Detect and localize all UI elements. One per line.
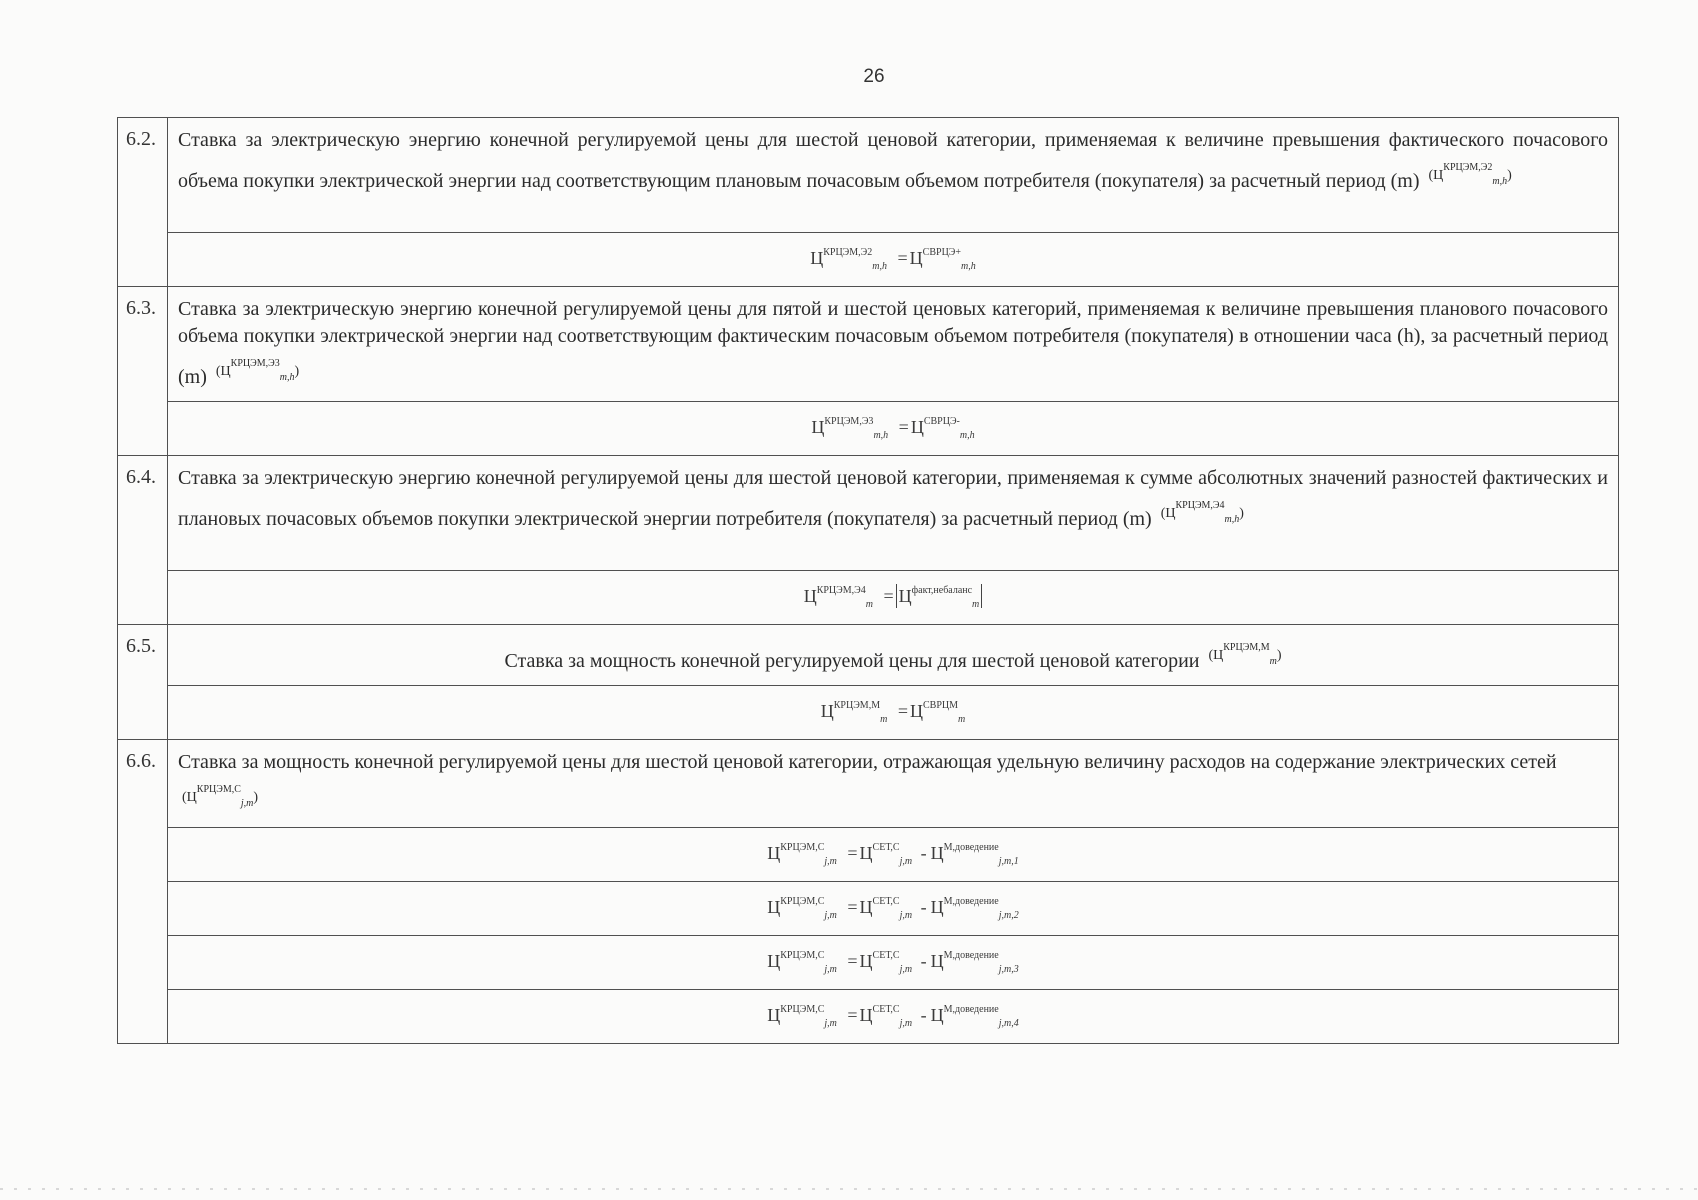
row-description: [168, 625, 1619, 686]
table-row: [118, 686, 1619, 740]
row-description: [168, 287, 1619, 402]
page-number: 26: [863, 66, 885, 87]
absolute-value: $Ц^{факт,небаланс}_m$: [896, 584, 983, 608]
formula: $Ц^{КРЦЭМ,С}_{j,m} = Ц^{СЕТ,С}_{j,m} - Ц^{М,доведение}_{j,m,2}$: [168, 882, 1619, 936]
formula: $Ц^{КРЦЭМ,С}_{j,m} = Ц^{СЕТ,С}_{j,m} - Ц^{М,доведение}_{j,m,3}$: [168, 936, 1619, 990]
rate-symbol: (ЦКРЦЭМ,Э2m,h): [1428, 162, 1512, 187]
table-row: [118, 936, 1619, 990]
row-description: [168, 740, 1619, 828]
description-text: Ставка за электрическую энергию конечной регулируемой цены для шестой ценовой категории, применяемая к сумме абсолютных значений разностей фактических и плановых почасовых объемов покупки электрической энергии потребителя (покупателя) за расчетный период (m): [178, 467, 1608, 530]
rate-symbol: (ЦКРЦЭМ,Э3m,h): [215, 358, 300, 383]
row-number: 6.4.: [118, 456, 168, 625]
formula: $Ц^{КРЦЭМ,Э4}_m = Ц^{факт,небаланс}_m$: [168, 571, 1619, 625]
rate-symbol: (ЦКРЦЭМ,Мm): [1208, 642, 1282, 667]
formula: $Ц^{КРЦЭМ,Э2}_{m,h} = Ц^{СВРЦЭ+}_{m,h}$: [168, 233, 1619, 287]
description-text: Ставка за мощность конечной регулируемой цены для шестой ценовой категории: [504, 650, 1200, 672]
table-row: [118, 118, 1619, 233]
formula: $Ц^{КРЦЭМ,Э3}_{m,h} = Ц^{СВРЦЭ-}_{m,h}$: [168, 402, 1619, 456]
table-row: [118, 625, 1619, 686]
tariff-table: [117, 117, 1619, 1044]
row-description: [168, 118, 1619, 233]
row-number: 6.6.: [118, 740, 168, 1044]
table-row: [118, 740, 1619, 828]
formula: $Ц^{КРЦЭМ,М}_m = Ц^{СВРЦМ}_m$: [168, 686, 1619, 740]
row-number: 6.3.: [118, 287, 168, 456]
description-text: Ставка за мощность конечной регулируемой цены для шестой ценовой категории, отражающая удельную величину расходов на содержание электрических сетей: [178, 751, 1557, 773]
table-row: [118, 287, 1619, 402]
row-description: [168, 456, 1619, 571]
row-number: 6.5.: [118, 625, 168, 740]
formula: $Ц^{КРЦЭМ,С}_{j,m} = Ц^{СЕТ,С}_{j,m} - Ц^{М,доведение}_{j,m,1}$: [168, 828, 1619, 882]
rate-symbol: (ЦКРЦЭМ,Э4m,h): [1160, 500, 1244, 525]
description-text: Ставка за электрическую энергию конечной регулируемой цены для пятой и шестой ценовых категорий, применяемая к величине превышения планового почасового объема покупки электрической энергии над соответствующим фактическим почасовым объемом потребителя (покупателя) в отношении часа (h), за расчетный период (m): [178, 298, 1608, 388]
description-text: Ставка за электрическую энергию конечной регулируемой цены для шестой ценовой категории, применяемая к величине превышения фактического почасового объема покупки электрической энергии над соответствующим плановым почасовым объемом потребителя (покупателя) за расчетный период (m): [178, 129, 1608, 192]
table-row: [118, 882, 1619, 936]
table-row: [118, 233, 1619, 287]
table-row: [118, 828, 1619, 882]
scan-artifact-line: [0, 1188, 1698, 1190]
table-row: [118, 456, 1619, 571]
row-number: 6.2.: [118, 118, 168, 287]
rate-symbol: (ЦКРЦЭМ,Сj,m): [182, 784, 259, 809]
table-row: [118, 571, 1619, 625]
table-row: [118, 990, 1619, 1044]
formula: $Ц^{КРЦЭМ,С}_{j,m} = Ц^{СЕТ,С}_{j,m} - Ц^{М,доведение}_{j,m,4}$: [168, 990, 1619, 1044]
table-row: [118, 402, 1619, 456]
